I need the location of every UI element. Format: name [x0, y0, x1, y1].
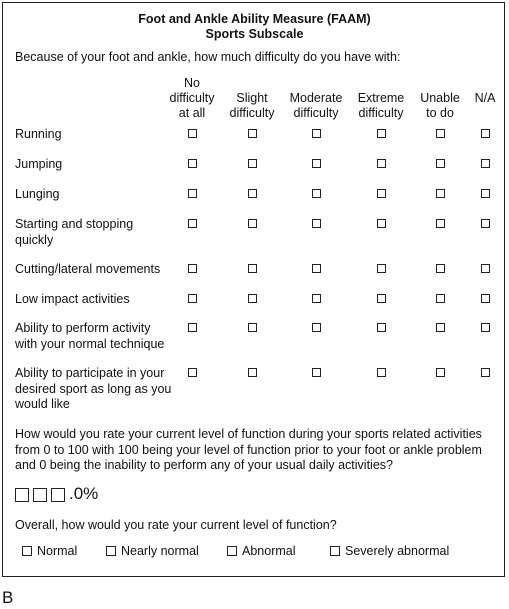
column-header-unable-to-do: Unable to do: [420, 91, 460, 120]
response-checkbox[interactable]: [248, 323, 257, 332]
response-checkbox[interactable]: [481, 323, 490, 332]
response-checkbox[interactable]: [377, 189, 386, 198]
response-checkbox[interactable]: [481, 219, 490, 228]
response-checkbox[interactable]: [248, 219, 257, 228]
response-checkbox[interactable]: [188, 159, 197, 168]
response-checkbox[interactable]: [188, 129, 197, 138]
response-checkbox[interactable]: [436, 294, 445, 303]
response-checkbox[interactable]: [248, 368, 257, 377]
percent-entry: [15, 484, 98, 502]
option-nearly-normal-checkbox[interactable]: [106, 546, 116, 556]
response-checkbox[interactable]: [312, 294, 321, 303]
response-checkbox[interactable]: [377, 294, 386, 303]
rating-question: How would you rate your current level of function during your sports related activities from 0 to 100 with 100 being your level of function prior to your foot or ankle problem and 0 being the inability to perform any of your usual daily activities?: [15, 427, 482, 472]
response-checkbox[interactable]: [436, 189, 445, 198]
response-checkbox[interactable]: [436, 368, 445, 377]
response-checkbox[interactable]: [188, 323, 197, 332]
option-nearly-normal[interactable]: [106, 544, 199, 558]
response-checkbox[interactable]: [481, 159, 490, 168]
option-abnormal-checkbox[interactable]: [227, 546, 237, 556]
column-header-extreme-difficulty: Extreme difficulty: [357, 91, 405, 120]
row-label-cutting-lateral: Cutting/lateral movements: [15, 262, 161, 276]
response-checkbox[interactable]: [377, 368, 386, 377]
response-checkbox[interactable]: [248, 189, 257, 198]
response-checkbox[interactable]: [377, 323, 386, 332]
response-checkbox[interactable]: [188, 189, 197, 198]
response-checkbox[interactable]: [248, 264, 257, 273]
response-checkbox[interactable]: [377, 219, 386, 228]
panel-letter: B: [2, 588, 14, 607]
response-checkbox[interactable]: [188, 219, 197, 228]
percent-suffix: .0%: [69, 484, 99, 503]
response-checkbox[interactable]: [312, 129, 321, 138]
response-checkbox[interactable]: [248, 159, 257, 168]
form-subtitle: Sports Subscale: [205, 27, 304, 41]
response-checkbox[interactable]: [248, 294, 257, 303]
row-label-normal-technique: Ability to perform activity with your normal technique: [15, 321, 165, 351]
response-checkbox[interactable]: [248, 129, 257, 138]
option-severely-abnormal-checkbox[interactable]: [330, 546, 340, 556]
option-normal-label: Normal: [37, 544, 78, 558]
response-checkbox[interactable]: [188, 368, 197, 377]
option-abnormal-label: Abnormal: [242, 544, 296, 558]
option-severely-abnormal-label: Severely abnormal: [345, 544, 450, 558]
response-checkbox[interactable]: [312, 189, 321, 198]
column-header-no-difficulty: No difficulty at all: [169, 76, 215, 120]
option-normal[interactable]: [22, 544, 77, 558]
row-label-running: Running: [15, 127, 62, 141]
response-checkbox[interactable]: [481, 129, 490, 138]
response-checkbox[interactable]: [312, 159, 321, 168]
response-checkbox[interactable]: [436, 129, 445, 138]
column-header-na: N/A: [474, 91, 496, 105]
option-severely-abnormal[interactable]: [330, 544, 449, 558]
response-checkbox[interactable]: [481, 368, 490, 377]
response-checkbox[interactable]: [436, 159, 445, 168]
digit-box-3[interactable]: [51, 488, 65, 502]
response-checkbox[interactable]: [436, 219, 445, 228]
form-title: Foot and Ankle Ability Measure (FAAM): [138, 12, 371, 26]
response-checkbox[interactable]: [312, 368, 321, 377]
response-checkbox[interactable]: [312, 323, 321, 332]
row-label-low-impact: Low impact activities: [15, 292, 130, 306]
response-checkbox[interactable]: [481, 264, 490, 273]
response-checkbox[interactable]: [436, 323, 445, 332]
digit-box-2[interactable]: [33, 488, 47, 502]
response-checkbox[interactable]: [377, 129, 386, 138]
column-header-moderate-difficulty: Moderate difficulty: [289, 91, 343, 120]
intro-text: Because of your foot and ankle, how much difficulty do you have with:: [15, 50, 401, 64]
response-checkbox[interactable]: [377, 264, 386, 273]
row-label-lunging: Lunging: [15, 187, 60, 201]
response-checkbox[interactable]: [312, 264, 321, 273]
response-checkbox[interactable]: [436, 264, 445, 273]
response-checkbox[interactable]: [188, 294, 197, 303]
option-normal-checkbox[interactable]: [22, 546, 32, 556]
option-nearly-normal-label: Nearly normal: [121, 544, 199, 558]
response-checkbox[interactable]: [481, 189, 490, 198]
row-label-starting-stopping: Starting and stopping quickly: [15, 217, 134, 247]
response-checkbox[interactable]: [481, 294, 490, 303]
response-checkbox[interactable]: [188, 264, 197, 273]
option-abnormal[interactable]: [227, 544, 296, 558]
digit-box-1[interactable]: [15, 488, 29, 502]
row-label-participate-sport: Ability to participate in your desired sport as long as you would like: [15, 366, 172, 411]
response-checkbox[interactable]: [312, 219, 321, 228]
overall-question: Overall, how would you rate your current level of function?: [15, 518, 337, 532]
response-checkbox[interactable]: [377, 159, 386, 168]
column-header-slight-difficulty: Slight difficulty: [229, 91, 275, 120]
row-label-jumping: Jumping: [15, 157, 63, 171]
